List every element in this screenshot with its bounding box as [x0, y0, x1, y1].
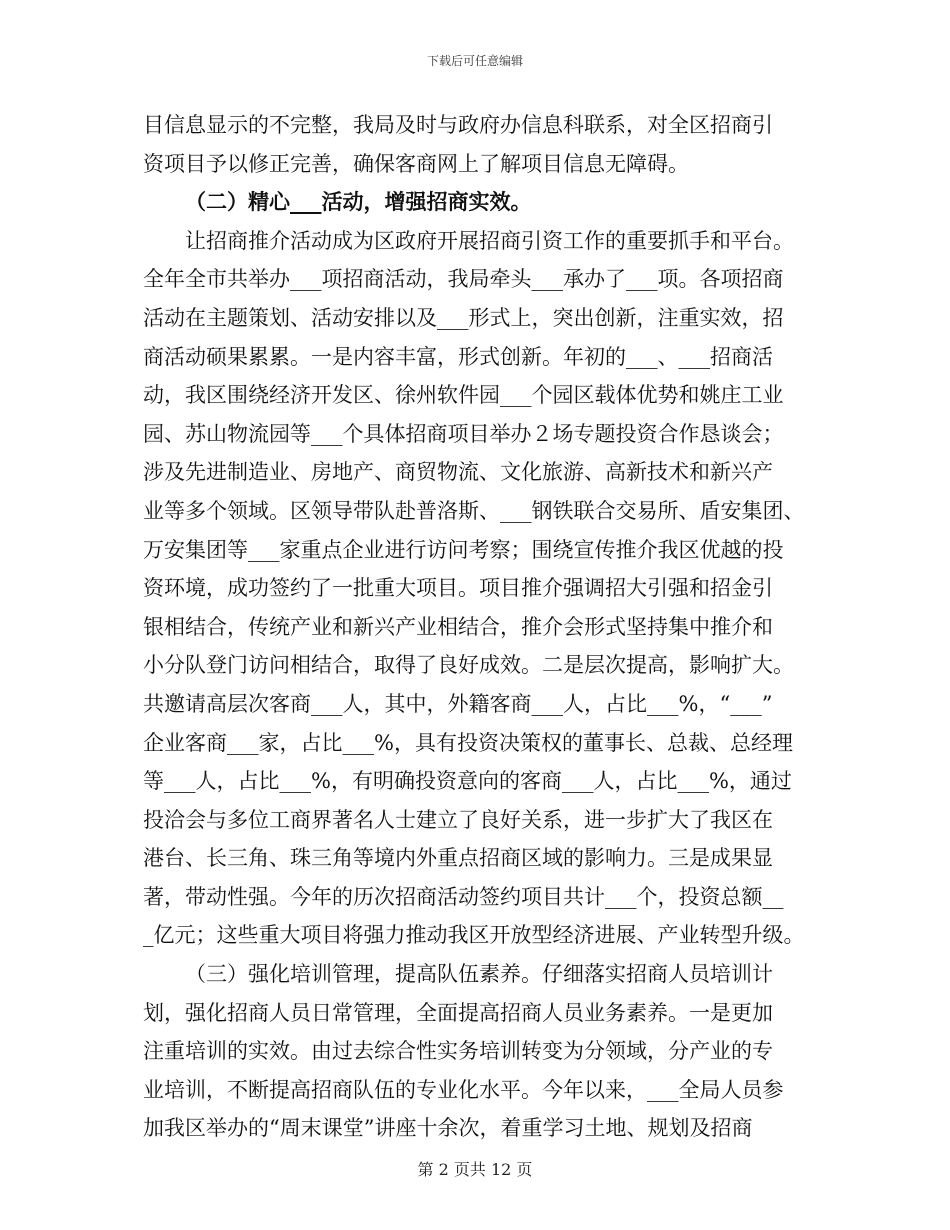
- text-line: 让招商推介活动成为区政府开展招商引资工作的重要抓手和平台。: [185, 228, 794, 253]
- text-line: _亿元；这些重大项目将强力推动我区开放型经济进展、产业转型升级。: [143, 923, 805, 948]
- text-line: 港台、长三角、珠三角等境内外重点招商区域的影响力。三是成果显: [143, 846, 773, 871]
- text-line: 银相结合，传统产业和新兴产业相结合，推介会形式坚持集中推介和: [143, 614, 773, 639]
- text-line: 商活动硕果累累。一是内容丰富，形式创新。年初的___、___招商活: [143, 344, 773, 369]
- page-header: 下载后可任意编辑: [426, 54, 523, 68]
- text-line: 共邀请高层次客商___人，其中，外籍客商___人，占比___%，“___”: [143, 691, 773, 716]
- text-line: 著，带动性强。今年的历次招商活动签约项目共计___个，投资总额__: [143, 884, 784, 909]
- text-line: 投洽会与多位工商界著名人士建立了良好关系，进一步扩大了我区在: [143, 807, 773, 832]
- text-line: 资环境，成功签约了一批重大项目。项目推介强调招大引强和招金引: [143, 576, 773, 601]
- text-line: 全年全市共举办___项招商活动，我局牵头___承办了___项。各项招商: [143, 267, 784, 292]
- text-line: 涉及先进制造业、房地产、商贸物流、文化旅游、高新技术和新兴产: [143, 460, 773, 485]
- text-line: 资项目予以修正完善，确保客商网上了解项目信息无障碍。: [143, 151, 689, 176]
- text-line: 园、苏山物流园等___个具体招商项目举办２场专题投资合作恳谈会；: [143, 421, 784, 446]
- text-line: 注重培训的实效。由过去综合性实务培训转变为分领域，分产业的专: [143, 1039, 773, 1064]
- text-line: 活动在主题策划、活动安排以及___形式上，突出创新，注重实效，招: [143, 305, 784, 330]
- section-paragraph-start: （三）强化培训管理，提高队伍素养。仔细落实招商人员培训计: [185, 962, 773, 987]
- text-line: 等___人，占比___%，有明确投资意向的客商___人，占比___%，通过: [143, 769, 792, 794]
- text-line: 目信息显示的不完整，我局及时与政府办信息科联系，对全区招商引: [143, 113, 773, 137]
- text-line: 业等多个领域。区领导带队赴普洛斯、___钢铁联合交易所、盾安集团、: [143, 498, 805, 523]
- text-line: 动，我区围绕经济开发区、徐州软件园___个园区载体优势和姚庄工业: [143, 383, 784, 408]
- text-line: 加我区举办的“周末课堂”讲座十余次，着重学习土地、规划及招商: [143, 1116, 753, 1141]
- text-line: 万安集团等___家重点企业进行访问考察；围绕宣传推介我区优越的投: [143, 537, 784, 562]
- text-line: 划，强化招商人员日常管理，全面提高招商人员业务素养。一是更加: [143, 1000, 773, 1025]
- text-line: 企业客商___家，占比___%，具有投资决策权的董事长、总裁、总经理: [143, 730, 793, 755]
- text-line: 小分队登门访问相结合，取得了良好成效。二是层次提高，影响扩大。: [143, 653, 794, 678]
- text-line: 业培训，不断提高招商队伍的专业化水平。今年以来，___全局人员参: [143, 1077, 784, 1102]
- document-body: [143, 106, 813, 1148]
- page-footer: 第 2 页共 12 页: [417, 1160, 533, 1179]
- section-heading: （二）精心___活动，增强招商实效。: [185, 189, 532, 215]
